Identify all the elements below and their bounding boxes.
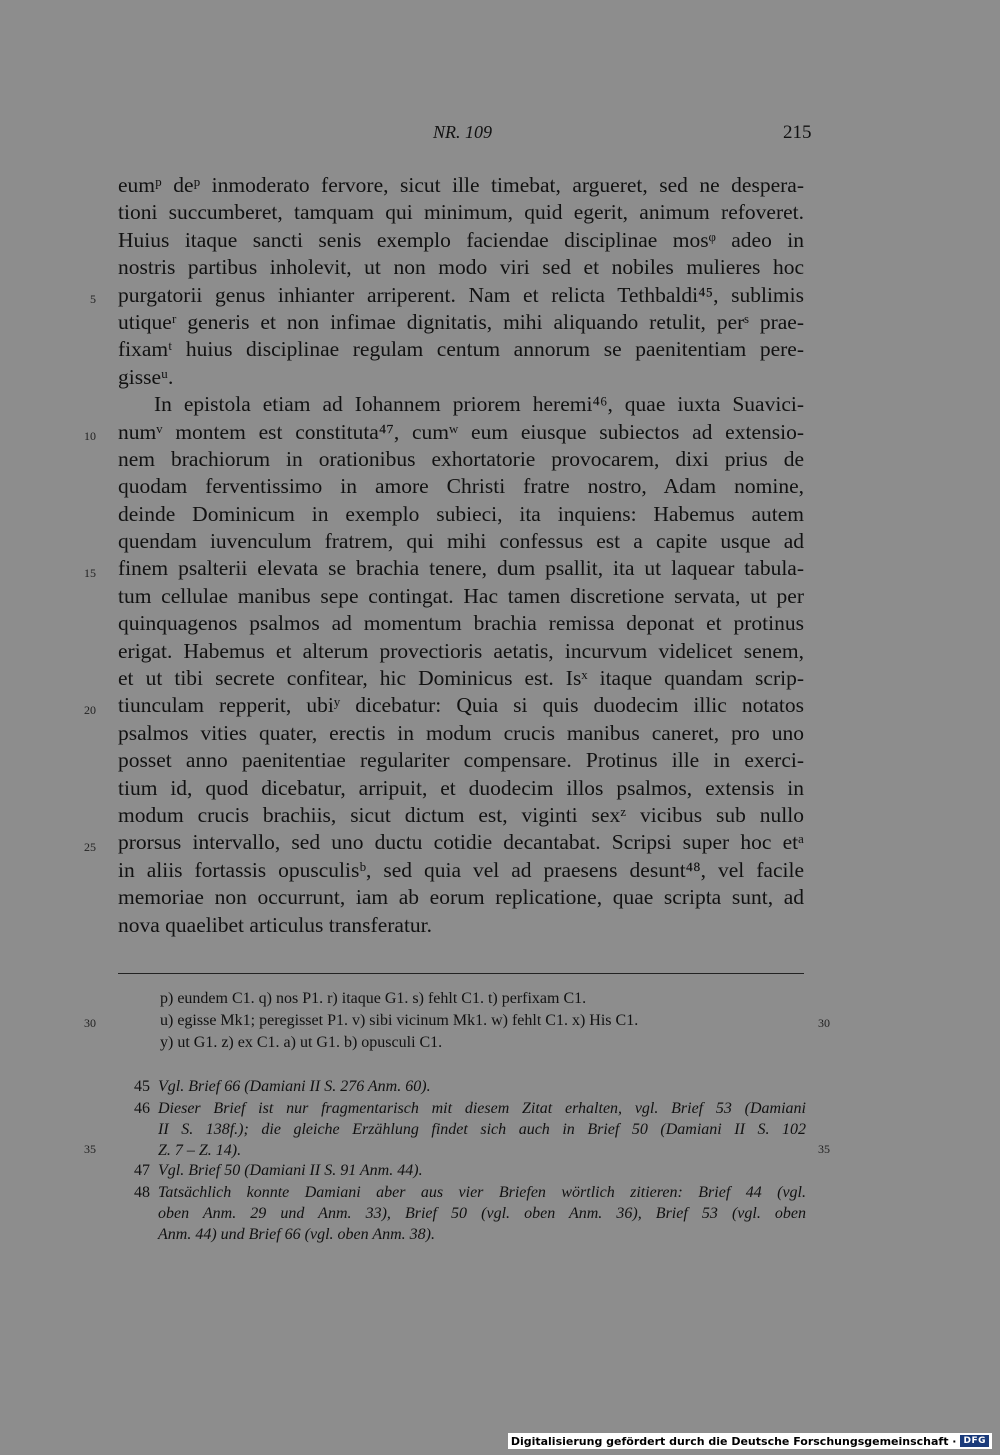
text-line: quendam iuvenculum fratrem, qui mihi confessus est a capite usque ad xyxy=(118,529,804,554)
text-line: numᵛ montem est constituta⁴⁷, cumʷ eum eiusque subiectos ad extensio- xyxy=(118,419,804,444)
margin-number: 30 xyxy=(818,1016,830,1030)
footnote-47 xyxy=(134,1160,806,1181)
text-line: erigat. Habemus et alterum provectioris aetatis, incurvum videlicet senem, xyxy=(118,638,804,663)
line-number: 25 xyxy=(84,840,96,854)
running-title: NR. 109 xyxy=(433,122,493,142)
apparatus-line: p) eundem C1. q) nos P1. r) itaque G1. s) fehlt C1. t) perfixam C1. xyxy=(160,990,587,1007)
apparatus-line: u) egisse Mk1; peregisset P1. v) sibi vicinum Mk1. w) fehlt C1. x) His C1. xyxy=(160,1012,639,1029)
text-line: tium id, quod dicebatur, arripuit, et duodecim illos psalmos, extensis in xyxy=(118,775,804,800)
footnote-divider xyxy=(118,973,804,974)
text-line: in aliis fortassis opusculisᵇ, sed quia vel ad praesens desunt⁴⁸, vel facile xyxy=(118,857,804,882)
text-line: prorsus intervallo, sed uno ductu cotidie decantabat. Scripsi super hoc etᵃ xyxy=(118,830,804,855)
text-line: Huius itaque sancti senis exemplo faciendae disciplinae mosᵠ adeo in xyxy=(118,227,804,252)
text-line: gisseᵘ. xyxy=(118,364,174,389)
text-line: In epistola etiam ad Iohannem priorem heremi⁴⁶, quae iuxta Suavici- xyxy=(154,392,804,417)
margin-number: 35 xyxy=(84,1142,96,1156)
main-text xyxy=(118,172,804,939)
dfg-logo: DFG xyxy=(960,1435,989,1447)
footnote-text: Anm. 44) und Brief 66 (vgl. oben Anm. 38). xyxy=(158,1226,435,1243)
margin-number: 30 xyxy=(84,1016,96,1030)
text-line: tum cellulae manibus sepe contingat. Hac tamen discretione servata, ut per xyxy=(118,583,804,608)
footnote-48 xyxy=(134,1182,806,1245)
text-line: utiqueʳ generis et non infimae dignitatis, mihi aliquando retulit, perˢ prae- xyxy=(118,309,804,334)
text-line: tiunculam repperit, ubiʸ dicebatur: Quia si quis duodecim illic notatos xyxy=(118,693,804,718)
text-line: et ut tibi secrete confitear, hic Dominicus est. Isˣ itaque quandam scrip- xyxy=(118,666,804,691)
line-number: 10 xyxy=(84,429,96,443)
line-number: 15 xyxy=(84,566,96,580)
line-number: 5 xyxy=(90,292,96,306)
text-line: finem psalterii elevata se brachia tenere, dum psallit, ita ut laquear tabula- xyxy=(118,556,804,581)
line-number: 20 xyxy=(84,703,96,717)
funding-footer xyxy=(508,1433,992,1449)
text-line: quodam ferventissimo in amore Christi fratre nostro, Adam nomine, xyxy=(118,474,804,499)
text-line: nostris partibus inholevit, ut non modo viri sed et nobiles mulieres hoc xyxy=(118,255,804,280)
footnote-text: oben Anm. 29 und Anm. 33), Brief 50 (vgl. oben Anm. 36), Brief 53 (vgl. oben xyxy=(158,1205,806,1222)
text-line: fixamᵗ huius disciplinae regulam centum annorum se paenitentiam pere- xyxy=(118,337,804,362)
text-line: purgatorii genus inhianter arriperent. Nam et relicta Tethbaldi⁴⁵, sublimis xyxy=(118,282,804,307)
footnote-number: 47 xyxy=(134,1162,150,1179)
text-line: memoriae non occurrunt, iam ab eorum replicatione, quae scripta sunt, ad xyxy=(118,885,804,910)
margin-number: 35 xyxy=(818,1142,830,1156)
footnote-text: Tatsächlich konnte Damiani aber aus vier Briefen wörtlich zitieren: Brief 44 (vgl. xyxy=(158,1184,806,1201)
text-line: eumᵖ deᵖ inmoderato fervore, sicut ille timebat, argueret, sed ne despera- xyxy=(118,173,804,197)
footnote-46 xyxy=(134,1098,806,1161)
footnote-text: Vgl. Brief 50 (Damiani II S. 91 Anm. 44). xyxy=(158,1162,423,1179)
footnote-number: 48 xyxy=(134,1184,150,1201)
text-line: nem brachiorum in orationibus exhortatorie provocarem, dixi prius de xyxy=(118,446,804,471)
text-line: nova quaelibet articulus transferatur. xyxy=(118,912,433,937)
footnote-45 xyxy=(134,1076,806,1097)
footnote-number: 45 xyxy=(134,1078,150,1095)
text-line: modum crucis brachiis, sicut dictum est, viginti sexᶻ vicibus sub nullo xyxy=(118,802,804,827)
funding-text: Digitalisierung gefördert durch die Deutsche Forschungsgemeinschaft · xyxy=(510,1434,957,1448)
footnote-text: Z. 7 – Z. 14). xyxy=(158,1142,242,1159)
text-line: quinquagenos psalmos ad momentum brachia remissa deponat et protinus xyxy=(118,611,804,636)
footnote-text: II S. 138f.); die gleiche Erzählung findet sich auch in Brief 50 (Damiani II S. 102 xyxy=(158,1121,806,1138)
text-line: deinde Dominicum in exemplo subieci, ita inquiens: Habemus autem xyxy=(118,501,804,526)
text-line: tioni succumberet, tamquam qui minimum, quid egerit, animum refoveret. xyxy=(118,200,804,225)
footnote-number: 46 xyxy=(134,1100,150,1117)
text-line: posset anno paenitentiae regulariter compensare. Protinus ille in exerci- xyxy=(118,748,804,773)
footnote-text: Vgl. Brief 66 (Damiani II S. 276 Anm. 60). xyxy=(158,1078,431,1095)
footnote-text: Dieser Brief ist nur fragmentarisch mit diesem Zitat erhalten, vgl. Brief 53 (Damiani xyxy=(158,1100,806,1117)
page-number: 215 xyxy=(783,122,812,143)
apparatus-line: y) ut G1. z) ex C1. a) ut G1. b) opusculi C1. xyxy=(160,1034,443,1051)
text-line: psalmos vities quater, erectis in modum crucis manibus caneret, pro uno xyxy=(118,720,804,745)
